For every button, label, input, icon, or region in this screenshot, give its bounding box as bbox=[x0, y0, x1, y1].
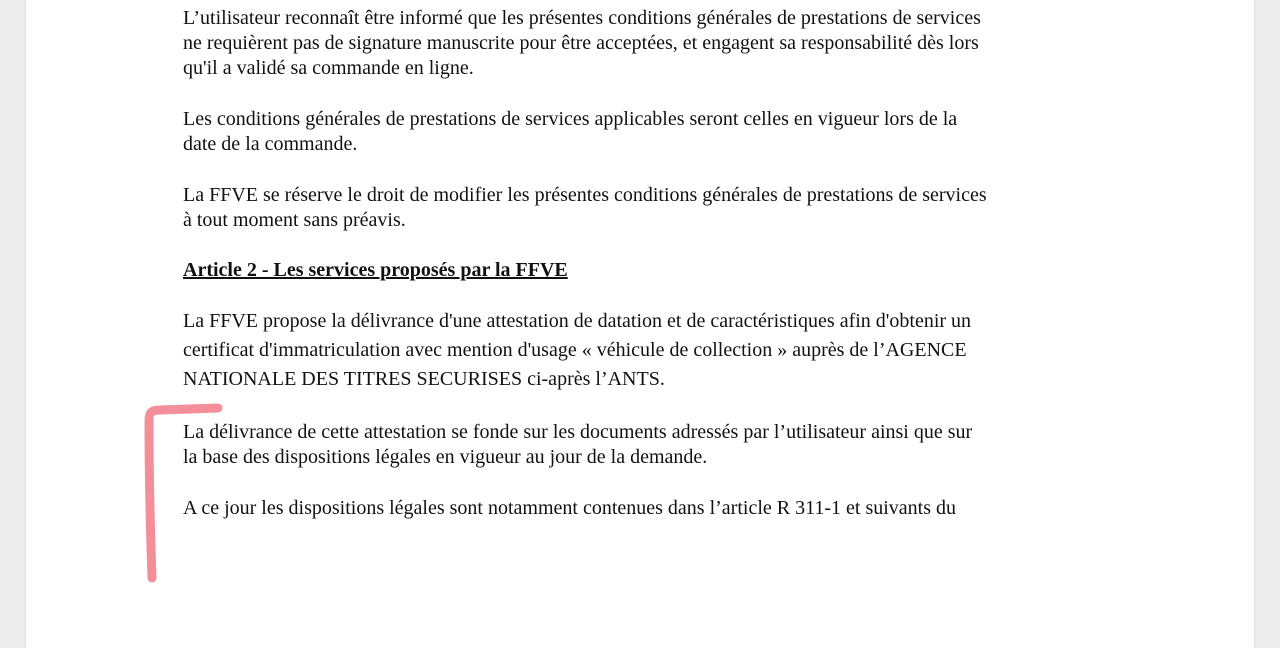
text-line: date de la commande. bbox=[183, 133, 358, 155]
text-line: L’utilisateur reconnaît être informé que les présentes conditions générales de prestations de services bbox=[183, 7, 981, 29]
paragraph-attestation-basis bbox=[183, 420, 1097, 470]
page-content bbox=[183, 6, 1097, 521]
document-page bbox=[26, 0, 1254, 648]
paragraph-services bbox=[183, 307, 1097, 394]
paragraph-applicable-conditions bbox=[183, 107, 1097, 157]
article-2-heading: Article 2 - Les services proposés par la FFVE bbox=[183, 259, 568, 281]
text-line: à tout moment sans préavis. bbox=[183, 209, 406, 231]
text-line: A ce jour les dispositions légales sont notamment contenues dans l’article R 311-1 et suivants du bbox=[183, 497, 957, 519]
text-line: La FFVE se réserve le droit de modifier les présentes conditions générales de prestations de services bbox=[183, 184, 987, 206]
text-line: certificat d'immatriculation avec mention d'usage « véhicule de collection » auprès de l’AGENCE bbox=[183, 339, 967, 361]
text-line: Les conditions générales de prestations de services applicables seront celles en vigueur lors de la bbox=[183, 108, 958, 130]
text-line: La délivrance de cette attestation se fonde sur les documents adressés par l’utilisateur ainsi que sur bbox=[183, 421, 973, 443]
paragraph-legal-provisions bbox=[183, 496, 1097, 521]
text-line: La FFVE propose la délivrance d'une attestation de datation et de caractéristiques afin d'obtenir un bbox=[183, 310, 972, 332]
text-line: ne requièrent pas de signature manuscrite pour être acceptées, et engagent sa responsabilité dès lors bbox=[183, 32, 979, 54]
text-line: la base des dispositions légales en vigueur au jour de la demande. bbox=[183, 446, 708, 468]
text-line: NATIONALE DES TITRES SECURISES ci-après l’ANTS. bbox=[183, 368, 665, 390]
paragraph-modification-right bbox=[183, 183, 1097, 233]
text-line: qu'il a validé sa commande en ligne. bbox=[183, 57, 474, 79]
paragraph-acceptance bbox=[183, 6, 1097, 81]
